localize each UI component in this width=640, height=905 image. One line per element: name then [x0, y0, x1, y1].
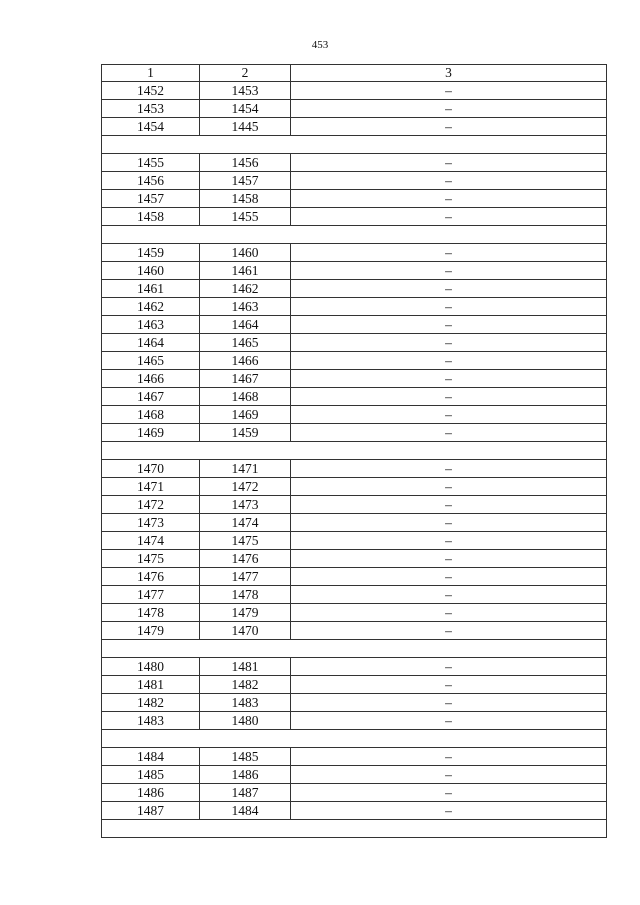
table-cell: 1476 [200, 550, 291, 568]
table-cell: 1486 [102, 784, 200, 802]
table-row [102, 154, 607, 172]
table-cell: 1452 [102, 82, 200, 100]
table-row [102, 100, 607, 118]
table-row [102, 406, 607, 424]
table-row [102, 388, 607, 406]
table-cell: 1459 [200, 424, 291, 442]
table-cell: – [291, 802, 607, 820]
table-cell: 1487 [102, 802, 200, 820]
table-cell: 1455 [102, 154, 200, 172]
group-separator-row [102, 730, 607, 748]
table-row [102, 424, 607, 442]
table-row [102, 118, 607, 136]
table-row [102, 586, 607, 604]
table-cell: 1471 [102, 478, 200, 496]
separator-cell [102, 226, 607, 244]
table-cell: 1480 [200, 712, 291, 730]
table-cell: 1480 [102, 658, 200, 676]
table-row [102, 784, 607, 802]
table-row [102, 550, 607, 568]
column-header: 3 [291, 65, 607, 82]
table-cell: – [291, 172, 607, 190]
table-cell: 1481 [102, 676, 200, 694]
table-cell: 1482 [200, 676, 291, 694]
table-row [102, 496, 607, 514]
table-row [102, 82, 607, 100]
table-cell: 1459 [102, 244, 200, 262]
table-cell: 1479 [200, 604, 291, 622]
table-row [102, 280, 607, 298]
table-cell: 1466 [200, 352, 291, 370]
table-cell: – [291, 676, 607, 694]
table-cell: 1461 [200, 262, 291, 280]
table-header-row [102, 65, 607, 82]
table-row [102, 712, 607, 730]
table-cell: 1484 [102, 748, 200, 766]
table-cell: 1458 [200, 190, 291, 208]
table-cell: 1474 [102, 532, 200, 550]
table-cell: – [291, 748, 607, 766]
table-row [102, 478, 607, 496]
table-row [102, 568, 607, 586]
separator-cell [102, 820, 607, 838]
separator-cell [102, 442, 607, 460]
table-cell: 1472 [102, 496, 200, 514]
data-table [101, 64, 607, 838]
table-cell: 1484 [200, 802, 291, 820]
table-cell: 1457 [102, 190, 200, 208]
table-row [102, 694, 607, 712]
table-row [102, 298, 607, 316]
table-cell: – [291, 586, 607, 604]
table-cell: 1453 [200, 82, 291, 100]
table-cell: 1468 [200, 388, 291, 406]
table-cell: 1461 [102, 280, 200, 298]
table-cell: 1463 [200, 298, 291, 316]
table-cell: – [291, 478, 607, 496]
table-row [102, 532, 607, 550]
table-cell: 1475 [200, 532, 291, 550]
table-cell: 1469 [102, 424, 200, 442]
table-cell: 1481 [200, 658, 291, 676]
table-cell: 1485 [200, 748, 291, 766]
table-cell: – [291, 334, 607, 352]
table-cell: 1472 [200, 478, 291, 496]
column-header: 1 [102, 65, 200, 82]
table-cell: – [291, 568, 607, 586]
table-cell: 1454 [102, 118, 200, 136]
table-cell: – [291, 100, 607, 118]
table-row [102, 622, 607, 640]
table-row [102, 208, 607, 226]
table-cell: – [291, 496, 607, 514]
table-cell: – [291, 82, 607, 100]
table-cell: 1471 [200, 460, 291, 478]
table-cell: – [291, 388, 607, 406]
table-cell: 1483 [200, 694, 291, 712]
table-cell: 1470 [102, 460, 200, 478]
table-cell: – [291, 766, 607, 784]
table-cell: 1457 [200, 172, 291, 190]
table-cell: 1477 [200, 568, 291, 586]
separator-cell [102, 136, 607, 154]
table-cell: 1473 [200, 496, 291, 514]
table-cell: 1474 [200, 514, 291, 532]
table-cell: 1478 [200, 586, 291, 604]
table-row [102, 514, 607, 532]
table-cell: 1458 [102, 208, 200, 226]
table-cell: – [291, 244, 607, 262]
page-number: 453 [311, 39, 329, 51]
table-cell: – [291, 190, 607, 208]
table-cell: – [291, 424, 607, 442]
column-header: 2 [200, 65, 291, 82]
table-cell: 1477 [102, 586, 200, 604]
group-separator-row [102, 640, 607, 658]
table-cell: 1483 [102, 712, 200, 730]
table-cell: 1465 [200, 334, 291, 352]
table-cell: – [291, 370, 607, 388]
table-cell: – [291, 604, 607, 622]
table-cell: 1485 [102, 766, 200, 784]
table-cell: – [291, 694, 607, 712]
group-separator-row [102, 442, 607, 460]
table-cell: – [291, 712, 607, 730]
table-row [102, 262, 607, 280]
table-row [102, 658, 607, 676]
table-cell: – [291, 514, 607, 532]
table-cell: – [291, 550, 607, 568]
table-cell: 1467 [102, 388, 200, 406]
table-cell: – [291, 658, 607, 676]
table-row [102, 352, 607, 370]
table-cell: – [291, 118, 607, 136]
table-cell: – [291, 532, 607, 550]
table-cell: 1476 [102, 568, 200, 586]
table-row [102, 190, 607, 208]
table-cell: 1460 [200, 244, 291, 262]
table-row [102, 766, 607, 784]
table-row [102, 604, 607, 622]
table-cell: 1465 [102, 352, 200, 370]
table-row [102, 676, 607, 694]
table-cell: – [291, 154, 607, 172]
table-cell: – [291, 208, 607, 226]
table-cell: 1487 [200, 784, 291, 802]
table-cell: – [291, 262, 607, 280]
table-cell: 1460 [102, 262, 200, 280]
table-cell: 1462 [200, 280, 291, 298]
table-cell: – [291, 280, 607, 298]
table-row [102, 316, 607, 334]
table-cell: 1467 [200, 370, 291, 388]
table-cell: 1453 [102, 100, 200, 118]
table-cell: 1464 [102, 334, 200, 352]
group-separator-row [102, 226, 607, 244]
table-cell: – [291, 622, 607, 640]
table-cell: 1454 [200, 100, 291, 118]
table-cell: 1475 [102, 550, 200, 568]
table-cell: – [291, 460, 607, 478]
table-cell: 1468 [102, 406, 200, 424]
separator-cell [102, 730, 607, 748]
separator-cell [102, 640, 607, 658]
table-row [102, 172, 607, 190]
group-separator-row [102, 136, 607, 154]
table-cell: 1479 [102, 622, 200, 640]
table-cell: – [291, 784, 607, 802]
table-cell: 1455 [200, 208, 291, 226]
table-row [102, 748, 607, 766]
table-cell: 1445 [200, 118, 291, 136]
table-cell: 1464 [200, 316, 291, 334]
table-cell: – [291, 352, 607, 370]
table-cell: 1478 [102, 604, 200, 622]
table-cell: 1456 [102, 172, 200, 190]
table-row [102, 802, 607, 820]
table-row [102, 334, 607, 352]
table-cell: 1486 [200, 766, 291, 784]
table-cell: 1463 [102, 316, 200, 334]
table-row [102, 460, 607, 478]
table-cell: 1470 [200, 622, 291, 640]
table-row [102, 244, 607, 262]
table-cell: – [291, 316, 607, 334]
table-cell: 1456 [200, 154, 291, 172]
table-cell: – [291, 406, 607, 424]
table-body [102, 65, 607, 838]
table-cell: 1462 [102, 298, 200, 316]
table-cell: 1466 [102, 370, 200, 388]
table-cell: – [291, 298, 607, 316]
table-cell: 1482 [102, 694, 200, 712]
group-separator-row [102, 820, 607, 838]
table-cell: 1473 [102, 514, 200, 532]
table-row [102, 370, 607, 388]
table-cell: 1469 [200, 406, 291, 424]
